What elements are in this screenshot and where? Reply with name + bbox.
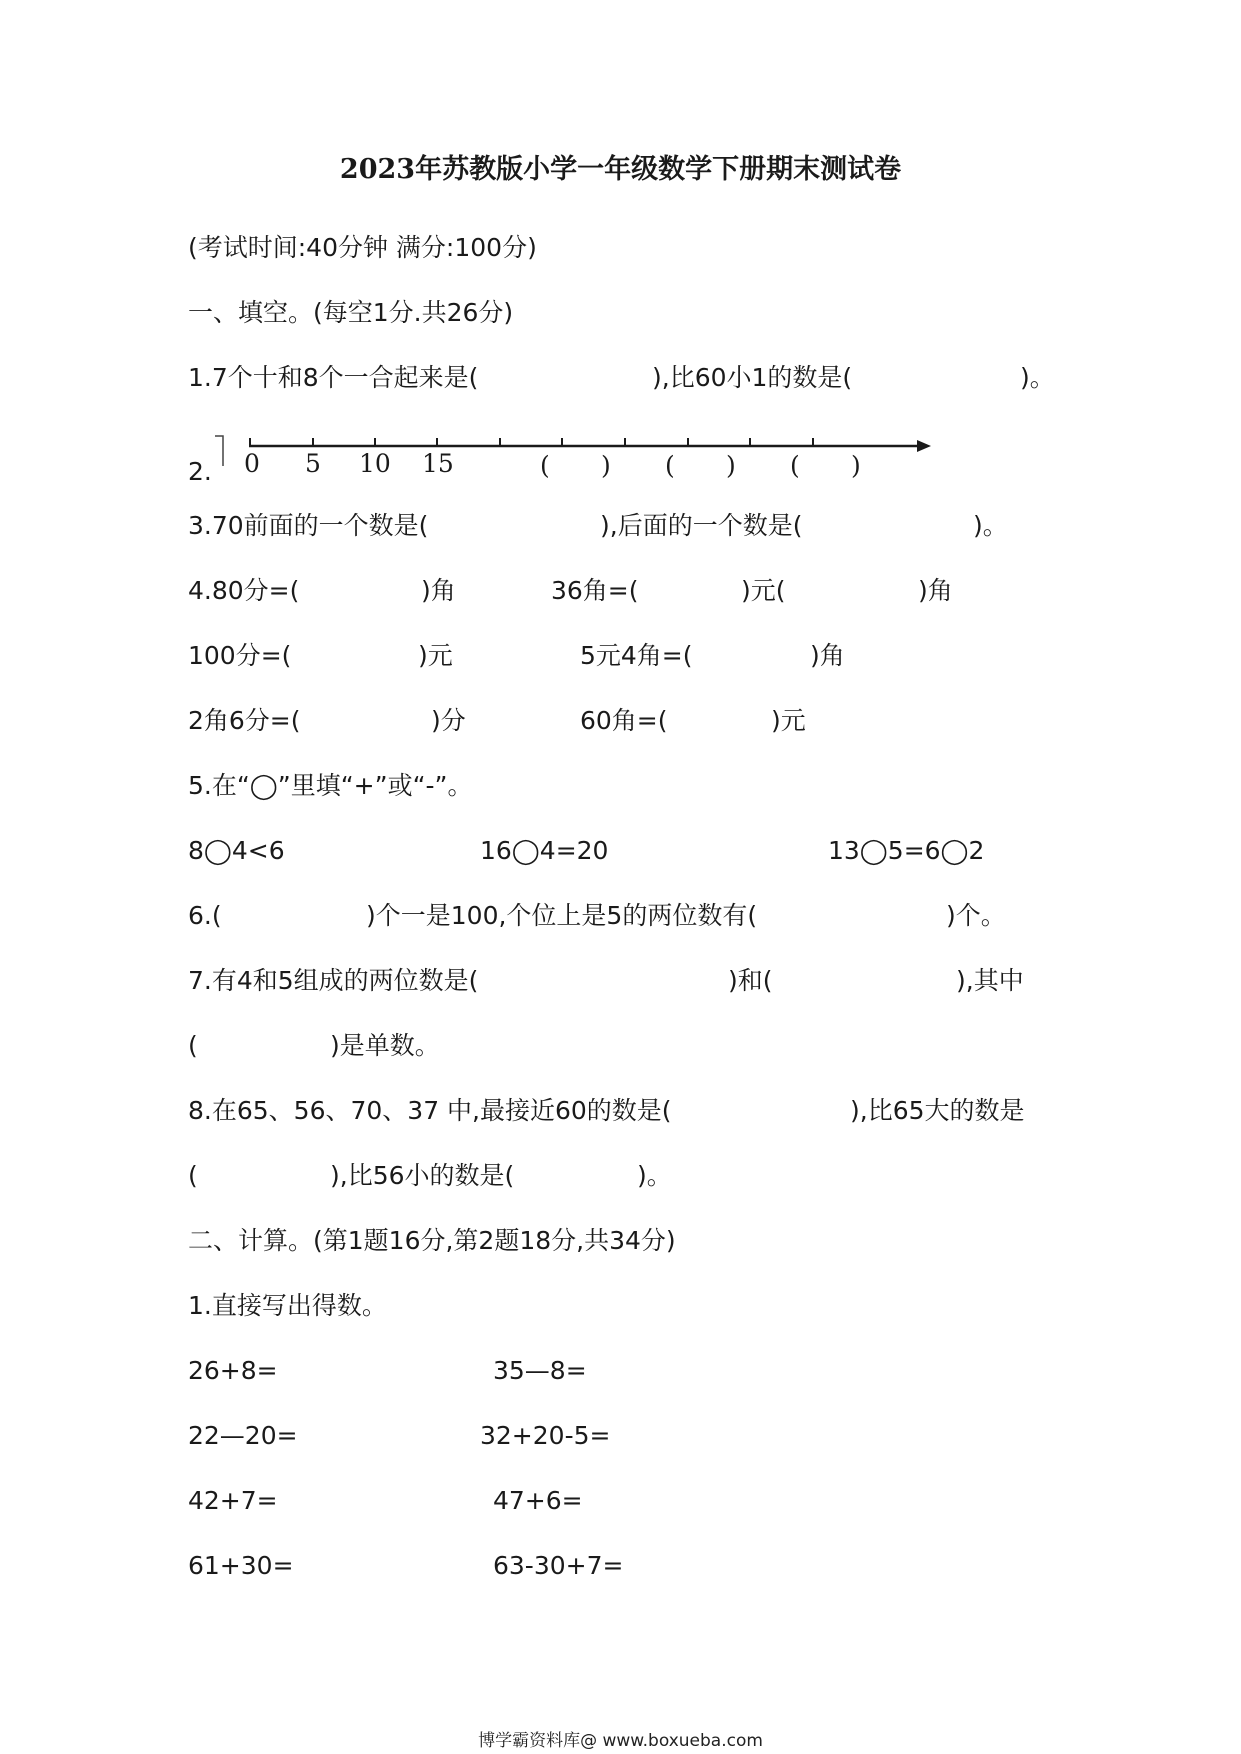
q7-part-c: ),其中 bbox=[956, 966, 1024, 995]
q7-part-a: 7.有4和5组成的两位数是( bbox=[188, 966, 479, 995]
q4-r3-a: 2角6分=( bbox=[188, 706, 301, 735]
calc-left-1: 26+8= bbox=[188, 1356, 278, 1385]
tick-label-10: 10 bbox=[359, 449, 391, 478]
q7-part-e: )是单数。 bbox=[330, 1031, 440, 1060]
question-7-cont bbox=[188, 1030, 1088, 1062]
question-6 bbox=[188, 900, 1088, 932]
question-2-number: 2. bbox=[188, 457, 212, 486]
q4-r1-b: )角 bbox=[421, 576, 456, 605]
question-4-row-3 bbox=[188, 705, 1088, 737]
q4-r1-e: )角 bbox=[918, 576, 953, 605]
question-7 bbox=[188, 965, 1088, 997]
q5-item-1: 8◯4<6 bbox=[188, 836, 285, 865]
tick-label-0: 0 bbox=[244, 449, 260, 478]
q7-part-b: )和( bbox=[728, 966, 773, 995]
exam-info: (考试时间:40分钟 满分:100分) bbox=[188, 233, 537, 262]
blank-close-3: ) bbox=[851, 451, 861, 480]
q5-item-2: 16◯4=20 bbox=[480, 836, 609, 865]
q8-part-a: 8.在65、56、70、37 中,最接近60的数是( bbox=[188, 1096, 672, 1125]
q3-part-c: )。 bbox=[973, 511, 1008, 540]
calc-left-3: 42+7= bbox=[188, 1486, 278, 1515]
q6-part-c: )个。 bbox=[946, 901, 1006, 930]
q3-part-a: 3.70前面的一个数是( bbox=[188, 511, 429, 540]
question-3 bbox=[188, 510, 1088, 542]
q4-r2-d: )角 bbox=[810, 641, 845, 670]
question-4-row-1 bbox=[188, 575, 1088, 607]
q4-r1-d: )元( bbox=[741, 576, 786, 605]
q3-part-b: ),后面的一个数是( bbox=[600, 511, 803, 540]
question-4-row-2 bbox=[188, 640, 1088, 672]
blank-open-2: ( bbox=[665, 451, 675, 480]
section1-heading: 一、填空。(每空1分.共26分) bbox=[188, 298, 514, 327]
q1-part-b: ),比60小1的数是( bbox=[652, 363, 853, 392]
blank-close-2: ) bbox=[726, 451, 736, 480]
q1-part-a: 1.7个十和8个一合起来是( bbox=[188, 363, 479, 392]
q8-part-b: ),比65大的数是 bbox=[850, 1096, 1025, 1125]
q8-part-e: )。 bbox=[637, 1161, 672, 1190]
calc-right-3: 47+6= bbox=[493, 1486, 583, 1515]
calc-left-2: 22—20= bbox=[188, 1421, 298, 1450]
calc-right-4: 63-30+7= bbox=[493, 1551, 624, 1580]
arrow-head-icon bbox=[917, 440, 931, 452]
q4-r2-b: )元 bbox=[418, 641, 453, 670]
question-5-items bbox=[188, 835, 1088, 867]
q4-r1-a: 4.80分=( bbox=[188, 576, 300, 605]
q4-r3-d: )元 bbox=[771, 706, 806, 735]
calc-right-2: 32+20-5= bbox=[480, 1421, 611, 1450]
q4-r2-c: 5元4角=( bbox=[580, 641, 693, 670]
blank-open-1: ( bbox=[540, 451, 550, 480]
bracket-mark bbox=[215, 436, 223, 466]
question-1 bbox=[188, 362, 1088, 394]
section2-sub1: 1.直接写出得数。 bbox=[188, 1291, 387, 1320]
blank-close-1: ) bbox=[601, 451, 611, 480]
q6-part-b: )个一是100,个位上是5的两位数有( bbox=[366, 901, 758, 930]
q8-part-c: ( bbox=[188, 1161, 198, 1190]
footer-watermark: 博学霸资料库@ www.boxueba.com bbox=[478, 1731, 763, 1751]
tick-label-15: 15 bbox=[422, 449, 454, 478]
q6-part-a: 6.( bbox=[188, 901, 222, 930]
calc-left-4: 61+30= bbox=[188, 1551, 294, 1580]
page-title: 2023年苏教版小学一年级数学下册期末测试卷 bbox=[339, 154, 902, 185]
q4-r3-b: )分 bbox=[431, 706, 466, 735]
question-5: 5.在“◯”里填“+”或“-”。 bbox=[188, 771, 473, 800]
q1-part-c: )。 bbox=[1020, 363, 1055, 392]
q4-r2-a: 100分=( bbox=[188, 641, 292, 670]
q7-part-d: ( bbox=[188, 1031, 198, 1060]
blank-open-3: ( bbox=[790, 451, 800, 480]
calc-right-1: 35—8= bbox=[493, 1356, 587, 1385]
q4-r1-c: 36角=( bbox=[551, 576, 639, 605]
question-8 bbox=[188, 1095, 1088, 1127]
tick-label-5: 5 bbox=[305, 449, 321, 478]
section2-heading: 二、计算。(第1题16分,第2题18分,共34分) bbox=[188, 1226, 676, 1255]
q4-r3-c: 60角=( bbox=[580, 706, 668, 735]
number-line bbox=[215, 428, 935, 488]
q8-part-d: ),比56小的数是( bbox=[330, 1161, 515, 1190]
q5-item-3: 13◯5=6◯2 bbox=[828, 836, 985, 865]
question-8-cont bbox=[188, 1160, 1088, 1192]
